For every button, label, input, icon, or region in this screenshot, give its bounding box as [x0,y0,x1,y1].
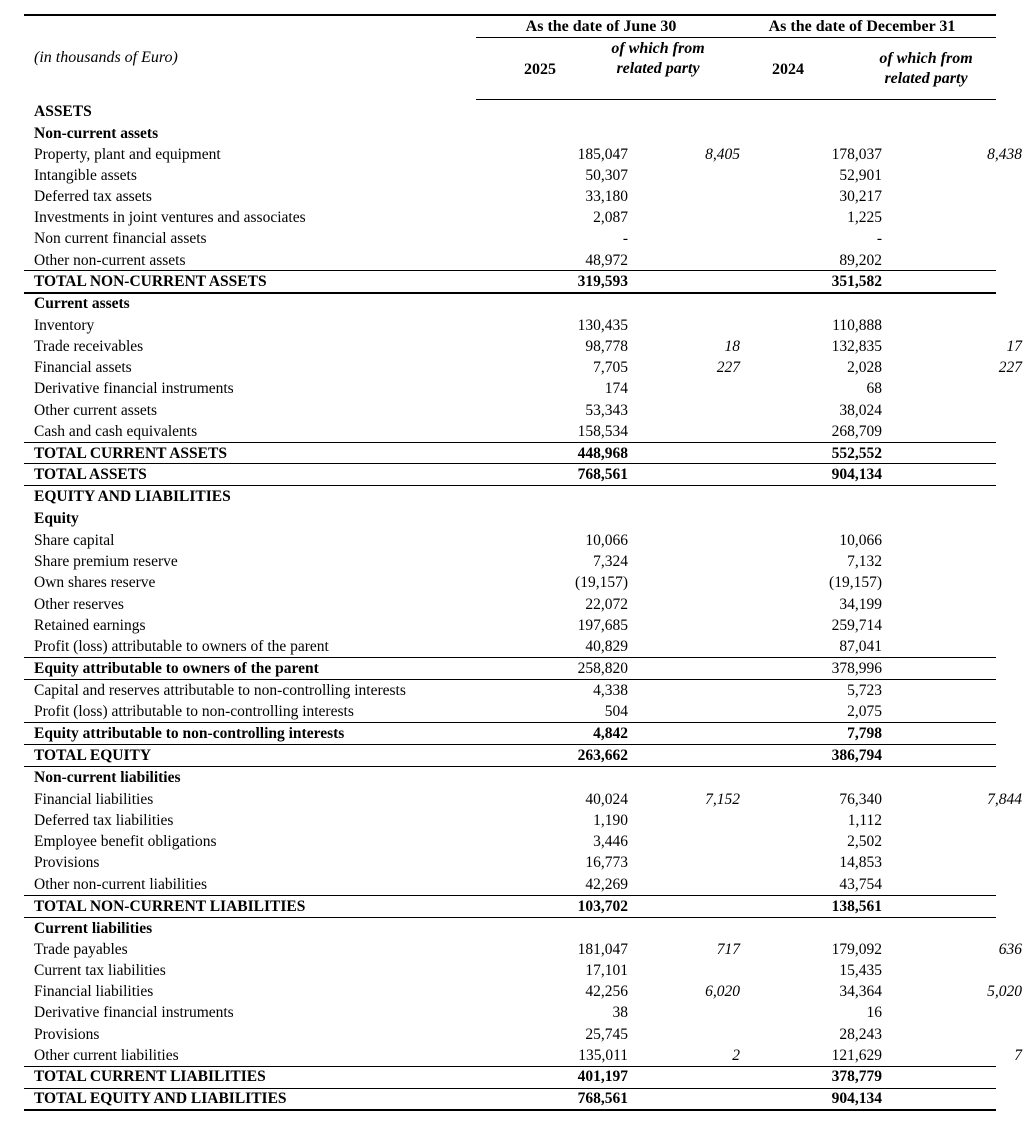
value-2025: - [622,230,628,247]
table-row [34,443,994,464]
table-row [34,1002,994,1023]
table-row [34,1088,994,1109]
table-row [34,357,1022,378]
value-2024: 52,901 [839,167,882,184]
related-2025: 8,405 [705,146,740,163]
value-2024: 16 [866,1004,882,1021]
table-row [34,228,994,249]
table-row [34,551,994,572]
table-row [34,615,994,636]
table-row [34,852,994,873]
value-2025: 2,087 [593,209,628,226]
related-2024: 17 [1006,338,1022,355]
value-2024: 552,552 [831,445,882,462]
row-label: Trade payables [34,941,128,958]
row-label: TOTAL CURRENT LIABILITIES [34,1068,266,1085]
row-label: TOTAL ASSETS [34,466,147,483]
header-col-related-2025: of which from related party [611,40,705,77]
value-2025: 42,256 [585,983,628,1000]
value-2024: 2,502 [847,833,882,850]
unit-label: (in thousands of Euro) [34,49,178,66]
value-2025: 22,072 [585,596,628,613]
row-label: Equity attributable to owners of the parent [34,660,319,677]
value-2025: 504 [604,703,628,720]
value-2025: 158,534 [577,423,628,440]
row-label: Derivative financial instruments [34,380,234,397]
related-2025: 7,152 [705,791,740,808]
value-2025: 319,593 [577,273,628,290]
row-label: Share premium reserve [34,553,178,570]
table-row [34,831,994,852]
table-row [34,1045,1022,1066]
bottom-rule [24,1109,996,1111]
value-2024: 34,364 [839,983,882,1000]
row-label: Current assets [34,295,130,312]
row-label: Financial assets [34,359,132,376]
row-label: Capital and reserves attributable to non-controlling interests [34,682,406,699]
table-row [34,123,994,144]
row-divider [24,1088,996,1089]
table-row [34,723,994,744]
value-2024: 378,996 [831,660,882,677]
table-row [34,207,994,228]
row-label: Trade receivables [34,338,144,355]
value-2025: 1,190 [593,812,628,829]
table-row [34,101,994,122]
row-label: Other non-current assets [34,252,186,269]
value-2024: 1,225 [847,209,882,226]
related-2025: 18 [724,338,740,355]
value-2025: 185,047 [577,146,628,163]
header-col-2024: 2024 [772,61,804,78]
value-2025: 48,972 [585,252,628,269]
row-label: Other current liabilities [34,1047,179,1064]
value-2024: 2,028 [847,359,882,376]
value-2024: - [876,230,882,247]
related-2025: 227 [716,359,740,376]
table-row [34,767,994,788]
value-2025: 38 [612,1004,628,1021]
value-2025: (19,157) [575,574,628,591]
row-label: Profit (loss) attributable to owners of the parent [34,638,329,655]
value-2024: 904,134 [831,466,882,483]
row-label: Equity attributable to non-controlling interests [34,725,345,742]
table-row [34,874,994,895]
table-row [34,789,1022,810]
table-row [34,186,994,207]
value-2024: 89,202 [839,252,882,269]
related-2025: 2 [732,1047,740,1064]
value-2024: 76,340 [839,791,882,808]
value-2024: 14,853 [839,854,882,871]
row-label: EQUITY AND LIABILITIES [34,488,231,505]
value-2024: 10,066 [839,532,882,549]
row-label: TOTAL EQUITY [34,747,152,764]
value-2025: 33,180 [585,188,628,205]
value-2024: 351,582 [831,273,882,290]
row-label: Own shares reserve [34,574,156,591]
table-row [34,939,1022,960]
header-col-2025: 2025 [524,61,556,78]
row-label: Retained earnings [34,617,146,634]
table-row [34,636,994,657]
value-2025: 263,662 [577,747,628,764]
row-label: Property, plant and equipment [34,146,221,163]
value-2025: 25,745 [585,1026,628,1043]
table-row [34,293,994,314]
value-2024: 121,629 [831,1047,882,1064]
table-row [34,810,994,831]
header-col-related-2024: of which from related party [879,50,973,87]
value-2025: 50,307 [585,167,628,184]
row-label: Inventory [34,317,95,334]
table-row [34,315,994,336]
table-row [34,572,994,593]
value-2024: 5,723 [847,682,882,699]
value-2024: 2,075 [847,703,882,720]
value-2024: 15,435 [839,962,882,979]
value-2025: 103,702 [577,898,628,915]
row-label: Employee benefit obligations [34,833,217,850]
row-label: Equity [34,510,79,527]
value-2024: 43,754 [839,876,882,893]
header-group-rule [476,37,996,38]
value-2024: 110,888 [832,317,882,334]
value-2025: 4,842 [593,725,628,742]
row-label: Financial liabilities [34,983,154,1000]
row-label: Investments in joint ventures and associates [34,209,306,226]
value-2025: 3,446 [593,833,628,850]
table-row [34,165,994,186]
row-label: TOTAL NON-CURRENT LIABILITIES [34,898,306,915]
row-label: Non current financial assets [34,230,207,247]
value-2024: 7,132 [847,553,882,570]
table-row [34,1024,994,1045]
value-2024: 268,709 [831,423,882,440]
value-2024: 259,714 [831,617,882,634]
row-label: Other non-current liabilities [34,876,208,893]
value-2025: 401,197 [577,1068,628,1085]
value-2024: 132,835 [831,338,882,355]
value-2024: 68 [866,380,882,397]
row-label: Derivative financial instruments [34,1004,234,1021]
table-row [34,336,1022,357]
value-2025: 768,561 [577,466,628,483]
value-2024: 28,243 [839,1026,882,1043]
related-2024: 8,438 [987,146,1022,163]
value-2025: 135,011 [578,1047,628,1064]
value-2025: 448,968 [577,445,628,462]
table-row [34,680,994,701]
table-row [34,1066,994,1087]
value-2025: 197,685 [577,617,628,634]
table-row [34,981,1022,1002]
table-row [34,400,994,421]
table-row [34,960,994,981]
value-2025: 4,338 [593,682,628,699]
table-row [34,271,994,292]
table-row [34,530,994,551]
row-label: Deferred tax liabilities [34,812,174,829]
row-label: TOTAL NON-CURRENT ASSETS [34,273,267,290]
table-row [34,144,1022,165]
related-2024: 7 [1014,1047,1022,1064]
value-2024: 904,134 [831,1090,882,1107]
table-row [34,486,994,507]
value-2024: 386,794 [831,747,882,764]
table-row [34,508,994,529]
top-rule [24,14,996,16]
row-label: ASSETS [34,103,92,120]
value-2025: 40,024 [585,791,628,808]
table-row [34,464,994,485]
table-row [34,658,994,679]
header-bottom-rule [476,99,996,100]
value-2024: 138,561 [831,898,882,915]
row-label: Cash and cash equivalents [34,423,198,440]
value-2025: 10,066 [585,532,628,549]
row-label: Current tax liabilities [34,962,166,979]
row-label: TOTAL EQUITY AND LIABILITIES [34,1090,287,1107]
row-label: Share capital [34,532,115,549]
header-group-june: As the date of June 30 [525,18,677,35]
value-2024: 34,199 [839,596,882,613]
value-2024: 7,798 [847,725,882,742]
row-label: Other current assets [34,402,158,419]
row-divider [24,1066,996,1067]
table-row [34,378,994,399]
value-2025: 174 [604,380,628,397]
row-label: Financial liabilities [34,791,154,808]
value-2025: 42,269 [585,876,628,893]
value-2024: 87,041 [839,638,882,655]
value-2025: 130,435 [577,317,628,334]
related-2024: 5,020 [987,983,1022,1000]
table-row [34,701,994,722]
table-row [34,745,994,766]
value-2025: 98,778 [585,338,628,355]
value-2025: 16,773 [585,854,628,871]
table-row [34,250,994,271]
value-2024: 179,092 [831,941,882,958]
row-label: Provisions [34,1026,100,1043]
related-2024: 7,844 [987,791,1022,808]
table-row [34,918,994,939]
header-group-december: As the date of December 31 [768,18,956,35]
value-2025: 7,324 [593,553,628,570]
table-row [34,421,994,442]
row-label: Non-current assets [34,125,159,142]
row-label: Non-current liabilities [34,769,181,786]
value-2025: 7,705 [593,359,628,376]
value-2025: 258,820 [577,660,628,677]
row-label: Other reserves [34,596,124,613]
value-2024: 30,217 [839,188,882,205]
value-2024: 378,779 [831,1068,882,1085]
row-label: TOTAL CURRENT ASSETS [34,445,227,462]
row-label: Deferred tax assets [34,188,152,205]
row-label: Profit (loss) attributable to non-controlling interests [34,703,354,720]
value-2024: 178,037 [831,146,882,163]
related-2024: 636 [998,941,1022,958]
value-2025: 768,561 [577,1090,628,1107]
row-label: Provisions [34,854,100,871]
value-2024: (19,157) [829,574,882,591]
row-label: Intangible assets [34,167,137,184]
value-2024: 1,112 [847,812,882,829]
value-2025: 53,343 [585,402,628,419]
value-2025: 181,047 [577,941,628,958]
table-row [34,594,994,615]
related-2025: 717 [716,941,740,958]
value-2025: 40,829 [585,638,628,655]
value-2025: 17,101 [585,962,628,979]
related-2024: 227 [998,359,1022,376]
value-2024: 38,024 [839,402,882,419]
row-label: Current liabilities [34,920,153,937]
related-2025: 6,020 [705,983,740,1000]
table-row [34,896,994,917]
